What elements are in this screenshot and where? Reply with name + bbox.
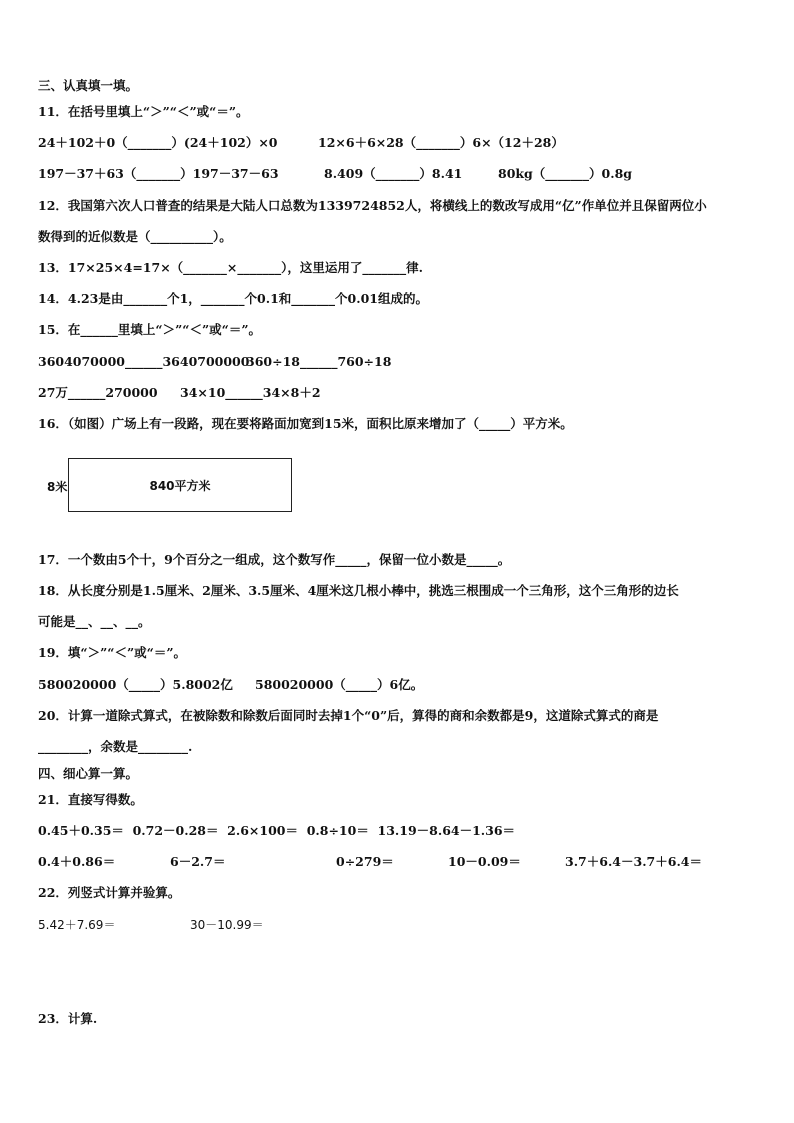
q11-item-1: 24＋102＋0（_______）(24＋102）×0 (38, 135, 278, 150)
q21-row-2-item-2: 6－2.7＝ (170, 854, 226, 869)
q11-item-4: 8.409（_______）8.41 (324, 166, 463, 181)
question-21: 21．直接写得数。 (38, 792, 143, 807)
section-four-heading: 四、细心算一算。 (38, 766, 139, 781)
question-22: 22．列竖式计算并验算。 (38, 885, 181, 900)
q15-item-1: 3604070000______3640700000 (38, 354, 250, 369)
q22-item-2: 30－10.99＝ (190, 918, 264, 932)
road-rectangle-figure (68, 458, 292, 512)
q21-row-2-item-3: 0÷279＝ (336, 854, 394, 869)
question-11: 11．在括号里填上“＞”“＜”或“＝”。 (38, 104, 249, 119)
q15-item-2: 360÷18______760÷18 (246, 354, 392, 369)
q19-item-2: 580020000（_____）6亿。 (255, 677, 424, 692)
q22-item-1: 5.42＋7.69＝ (38, 918, 116, 932)
question-20-line-2: ________，余数是________. (38, 739, 193, 754)
question-18-line-1: 18．从长度分别是1.5厘米、2厘米、3.5厘米、4厘米这几根小棒中，挑选三根围成一个三角形，这个三角形的边长 (38, 583, 679, 598)
q19-item-1: 580020000（_____）5.8002亿 (38, 677, 233, 692)
q21-row-1: 0.45＋0.35＝ 0.72－0.28＝ 2.6×100＝ 0.8÷10＝ 13.19－8.64－1.36＝ (38, 823, 516, 838)
q21-row-2-item-1: 0.4＋0.86＝ (38, 854, 116, 869)
question-18-line-2: 可能是__、__、__。 (38, 614, 151, 629)
section-three-heading: 三、认真填一填。 (38, 78, 139, 93)
q21-row-2-item-5: 3.7＋6.4－3.7＋6.4＝ (565, 854, 702, 869)
question-12-line-1: 12．我国第六次人口普查的结果是大陆人口总数为1339724852人，将横线上的数改写成用“亿”作单位并且保留两位小 (38, 198, 707, 213)
q21-row-2-item-4: 10－0.09＝ (448, 854, 521, 869)
question-12-line-2: 数得到的近似数是（__________）。 (38, 229, 232, 244)
question-23: 23．计算. (38, 1011, 98, 1026)
question-15: 15．在______里填上“＞”“＜”或“＝”。 (38, 322, 262, 337)
question-20-line-1: 20．计算一道除式算式，在被除数和除数后面同时去掉1个“0”后，算得的商和余数都是9，这道除式算式的商是 (38, 708, 659, 723)
q15-item-4: 34×10______34×8＋2 (180, 385, 321, 400)
q15-item-3: 27万______270000 (38, 385, 158, 400)
road-width-label: 8米 (47, 480, 68, 494)
q11-item-5: 80kg（_______）0.8g (498, 166, 633, 181)
question-13: 13．17×25×4=17×（_______×_______），这里运用了_______律. (38, 260, 423, 275)
q11-item-3: 197－37＋63（_______）197－37－63 (38, 166, 279, 181)
road-area-label: 840平方米 (149, 478, 211, 493)
question-17: 17．一个数由5个十，9个百分之一组成，这个数写作_____，保留一位小数是_____。 (38, 552, 511, 567)
question-19: 19．填“＞”“＜”或“＝”。 (38, 645, 187, 660)
question-16: 16．（如图）广场上有一段路，现在要将路面加宽到15米，面积比原来增加了（_____）平方米。 (38, 416, 573, 431)
q11-item-2: 12×6＋6×28（_______）6×（12＋28） (318, 135, 564, 150)
question-14: 14．4.23是由_______个1，_______个0.1和_______个0.01组成的。 (38, 291, 428, 306)
